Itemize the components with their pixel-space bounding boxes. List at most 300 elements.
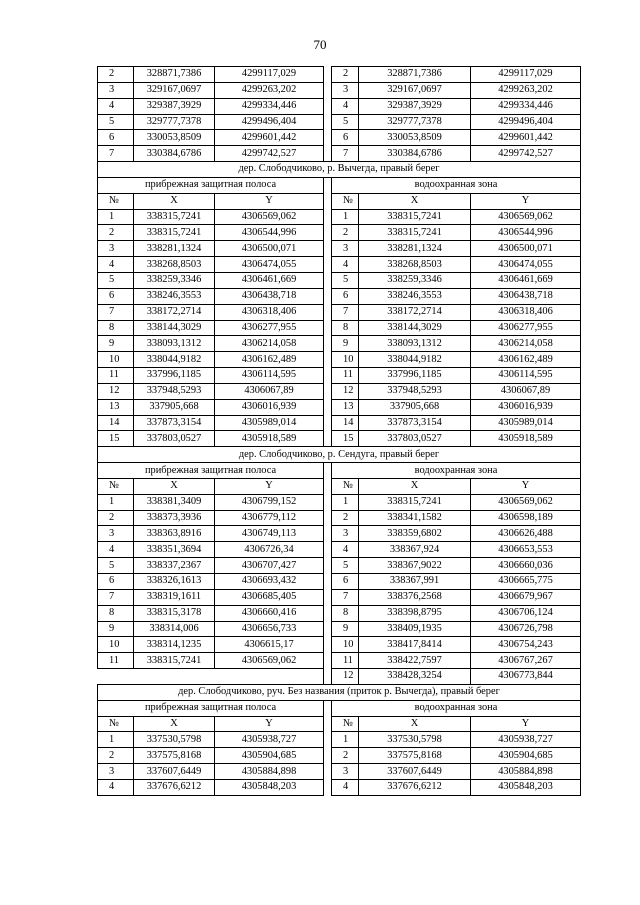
column-header: Y: [471, 478, 581, 494]
left-point-number: 7: [98, 146, 134, 162]
section-title: дер. Слободчиково, руч. Без названия (приток р. Вычегда), правый берег: [98, 684, 581, 700]
right-coord-y: 4305989,014: [471, 415, 581, 431]
right-coord-y: 4306665,775: [471, 574, 581, 590]
column-gap: [324, 764, 332, 780]
left-point-number: [98, 669, 134, 685]
left-coord-y: 4306438,718: [215, 288, 324, 304]
right-coord-y: 4306162,489: [471, 352, 581, 368]
table-row: [98, 82, 581, 98]
right-coord-x: 338172,2714: [359, 304, 471, 320]
right-point-number: 13: [332, 399, 359, 415]
column-gap: [324, 177, 332, 193]
right-point-number: 9: [332, 621, 359, 637]
page-number: 70: [313, 37, 327, 52]
left-coord-x: 338281,1324: [134, 241, 215, 257]
right-point-number: 2: [332, 225, 359, 241]
left-coord-y: [215, 669, 324, 685]
left-coord-x: 337803,0527: [134, 431, 215, 447]
right-coord-x: 338422,7597: [359, 653, 471, 669]
right-coord-x: 329777,7378: [359, 114, 471, 130]
right-coord-y: 4306277,955: [471, 320, 581, 336]
column-gap: [324, 67, 332, 83]
right-point-number: 5: [332, 114, 359, 130]
column-header-row: [98, 716, 581, 732]
right-coord-x: 338315,7241: [359, 209, 471, 225]
right-coord-y: 4299601,442: [471, 130, 581, 146]
right-point-number: 4: [332, 779, 359, 795]
left-coord-y: 4306569,062: [215, 653, 324, 669]
coordinates-table-body: [98, 67, 581, 796]
left-point-number: 13: [98, 399, 134, 415]
column-gap: [324, 225, 332, 241]
zone-right-label: водоохранная зона: [332, 463, 581, 479]
section-title-row: [98, 447, 581, 463]
right-coord-x: 338376,2568: [359, 589, 471, 605]
right-point-number: 3: [332, 82, 359, 98]
left-coord-y: 4305884,898: [215, 764, 324, 780]
column-header: №: [98, 193, 134, 209]
right-coord-x: 338268,8503: [359, 257, 471, 273]
column-gap: [324, 257, 332, 273]
column-header: X: [359, 193, 471, 209]
left-point-number: 3: [98, 82, 134, 98]
right-coord-x: 328871,7386: [359, 67, 471, 83]
left-point-number: 3: [98, 241, 134, 257]
column-gap: [324, 748, 332, 764]
table-row: [98, 114, 581, 130]
right-coord-y: 4305884,898: [471, 764, 581, 780]
zone-header-row: [98, 700, 581, 716]
table-row: [98, 748, 581, 764]
left-coord-y: 4306707,427: [215, 558, 324, 574]
column-gap: [324, 336, 332, 352]
right-coord-x: 337575,8168: [359, 748, 471, 764]
left-coord-x: 338093,1312: [134, 336, 215, 352]
left-coord-x: 338319,1611: [134, 589, 215, 605]
right-coord-y: 4306598,189: [471, 510, 581, 526]
right-coord-y: 4306016,939: [471, 399, 581, 415]
right-coord-y: 4299496,404: [471, 114, 581, 130]
left-point-number: 5: [98, 114, 134, 130]
right-point-number: 6: [332, 130, 359, 146]
left-coord-y: 4306318,406: [215, 304, 324, 320]
left-point-number: 3: [98, 764, 134, 780]
table-row: [98, 98, 581, 114]
right-coord-x: 338409,1935: [359, 621, 471, 637]
table-row: [98, 241, 581, 257]
left-coord-x: 337575,8168: [134, 748, 215, 764]
zone-header-row: [98, 463, 581, 479]
section-title: дер. Слободчиково, р. Вычегда, правый берег: [98, 162, 581, 178]
right-coord-x: 338417,8414: [359, 637, 471, 653]
left-coord-y: 4306799,152: [215, 494, 324, 510]
left-point-number: 15: [98, 431, 134, 447]
right-coord-x: 329387,3929: [359, 98, 471, 114]
column-header: X: [359, 478, 471, 494]
left-coord-y: 4305904,685: [215, 748, 324, 764]
column-gap: [324, 653, 332, 669]
column-gap: [324, 304, 332, 320]
section-title-row: [98, 162, 581, 178]
left-coord-y: 4306500,071: [215, 241, 324, 257]
right-coord-x: 337607,6449: [359, 764, 471, 780]
column-gap: [324, 605, 332, 621]
right-coord-y: 4306569,062: [471, 209, 581, 225]
left-coord-x: 338373,3936: [134, 510, 215, 526]
left-coord-x: 338246,3553: [134, 288, 215, 304]
column-gap: [324, 779, 332, 795]
zone-right-label: водоохранная зона: [332, 700, 581, 716]
left-coord-x: 337948,5293: [134, 383, 215, 399]
table-row: [98, 383, 581, 399]
column-gap: [324, 637, 332, 653]
right-coord-y: 4305918,589: [471, 431, 581, 447]
table-row: [98, 352, 581, 368]
left-coord-y: 4306544,996: [215, 225, 324, 241]
right-coord-x: 338246,3553: [359, 288, 471, 304]
left-coord-x: 338351,3694: [134, 542, 215, 558]
table-row: [98, 510, 581, 526]
column-gap: [324, 431, 332, 447]
table-row: [98, 368, 581, 384]
right-point-number: 4: [332, 257, 359, 273]
zone-left-label: прибрежная защитная полоса: [98, 177, 324, 193]
left-point-number: 7: [98, 589, 134, 605]
left-point-number: 1: [98, 209, 134, 225]
left-coord-y: 4299117,029: [215, 67, 324, 83]
section-title: дер. Слободчиково, р. Сендуга, правый берег: [98, 447, 581, 463]
right-coord-x: 338359,6802: [359, 526, 471, 542]
right-coord-y: 4306706,124: [471, 605, 581, 621]
left-point-number: 14: [98, 415, 134, 431]
left-coord-y: 4306114,595: [215, 368, 324, 384]
right-point-number: 3: [332, 526, 359, 542]
right-coord-x: 338093,1312: [359, 336, 471, 352]
column-header: X: [134, 478, 215, 494]
left-coord-x: 338315,3178: [134, 605, 215, 621]
left-point-number: 4: [98, 257, 134, 273]
column-header-row: [98, 193, 581, 209]
column-header: №: [98, 478, 134, 494]
left-point-number: 3: [98, 526, 134, 542]
left-point-number: 6: [98, 130, 134, 146]
right-coord-y: 4299117,029: [471, 67, 581, 83]
right-coord-x: 337676,6212: [359, 779, 471, 795]
coordinates-table: [97, 66, 581, 796]
column-header-row: [98, 478, 581, 494]
column-header: X: [134, 193, 215, 209]
table-row: [98, 67, 581, 83]
right-point-number: 11: [332, 368, 359, 384]
table-row: [98, 574, 581, 590]
right-point-number: 7: [332, 146, 359, 162]
column-gap: [324, 98, 332, 114]
left-coord-y: 4306749,113: [215, 526, 324, 542]
table-row: [98, 431, 581, 447]
left-coord-y: 4306162,489: [215, 352, 324, 368]
left-point-number: 12: [98, 383, 134, 399]
right-coord-y: 4305904,685: [471, 748, 581, 764]
right-point-number: 1: [332, 732, 359, 748]
table-row: [98, 320, 581, 336]
column-gap: [324, 130, 332, 146]
right-coord-x: 337873,3154: [359, 415, 471, 431]
right-coord-x: 330053,8509: [359, 130, 471, 146]
column-header: X: [134, 716, 215, 732]
right-coord-x: 337905,668: [359, 399, 471, 415]
table-row: [98, 732, 581, 748]
column-gap: [324, 352, 332, 368]
right-coord-y: 4306474,055: [471, 257, 581, 273]
left-coord-y: 4306569,062: [215, 209, 324, 225]
left-coord-x: 330053,8509: [134, 130, 215, 146]
right-coord-x: 337948,5293: [359, 383, 471, 399]
right-coord-y: 4306067,89: [471, 383, 581, 399]
right-point-number: 2: [332, 748, 359, 764]
table-row: [98, 653, 581, 669]
right-coord-y: 4299334,446: [471, 98, 581, 114]
left-point-number: 1: [98, 494, 134, 510]
column-gap: [324, 478, 332, 494]
table-row: [98, 542, 581, 558]
left-coord-y: 4299263,202: [215, 82, 324, 98]
column-gap: [324, 589, 332, 605]
right-coord-x: 338144,3029: [359, 320, 471, 336]
left-coord-y: 4299334,446: [215, 98, 324, 114]
column-header: Y: [215, 193, 324, 209]
left-point-number: 5: [98, 272, 134, 288]
right-coord-x: 329167,0697: [359, 82, 471, 98]
right-coord-y: 4306660,036: [471, 558, 581, 574]
left-coord-y: 4306461,669: [215, 272, 324, 288]
column-header: №: [332, 478, 359, 494]
left-point-number: 7: [98, 304, 134, 320]
left-point-number: 2: [98, 748, 134, 764]
left-coord-x: 337676,6212: [134, 779, 215, 795]
right-coord-y: 4305848,203: [471, 779, 581, 795]
column-gap: [324, 193, 332, 209]
left-coord-y: 4306726,34: [215, 542, 324, 558]
right-coord-y: 4306318,406: [471, 304, 581, 320]
right-point-number: 10: [332, 637, 359, 653]
right-coord-x: 337996,1185: [359, 368, 471, 384]
left-point-number: 11: [98, 653, 134, 669]
right-coord-y: 4306500,071: [471, 241, 581, 257]
table-row: [98, 336, 581, 352]
column-header: №: [98, 716, 134, 732]
right-point-number: 8: [332, 320, 359, 336]
left-coord-x: 337996,1185: [134, 368, 215, 384]
table-row: [98, 621, 581, 637]
right-point-number: 12: [332, 669, 359, 685]
table-row: [98, 669, 581, 685]
section-title-row: [98, 684, 581, 700]
table-row: [98, 272, 581, 288]
right-coord-y: 4306438,718: [471, 288, 581, 304]
right-point-number: 2: [332, 67, 359, 83]
left-point-number: 4: [98, 779, 134, 795]
right-coord-x: 338281,1324: [359, 241, 471, 257]
column-gap: [324, 368, 332, 384]
left-point-number: 9: [98, 336, 134, 352]
column-gap: [324, 716, 332, 732]
left-coord-y: 4306693,432: [215, 574, 324, 590]
column-gap: [324, 288, 332, 304]
column-gap: [324, 621, 332, 637]
left-coord-y: 4306016,939: [215, 399, 324, 415]
right-coord-y: 4299263,202: [471, 82, 581, 98]
right-coord-y: 4306754,243: [471, 637, 581, 653]
right-point-number: 9: [332, 336, 359, 352]
left-coord-x: 329777,7378: [134, 114, 215, 130]
column-header: Y: [215, 716, 324, 732]
column-gap: [324, 494, 332, 510]
right-coord-y: 4306773,844: [471, 669, 581, 685]
table-row: [98, 288, 581, 304]
table-row: [98, 146, 581, 162]
left-coord-x: 338326,1613: [134, 574, 215, 590]
left-coord-y: 4306214,058: [215, 336, 324, 352]
left-coord-y: 4306474,055: [215, 257, 324, 273]
left-coord-x: 338314,006: [134, 621, 215, 637]
right-coord-x: 338428,3254: [359, 669, 471, 685]
right-point-number: 14: [332, 415, 359, 431]
right-coord-x: 338315,7241: [359, 225, 471, 241]
right-coord-x: 337803,0527: [359, 431, 471, 447]
column-gap: [324, 463, 332, 479]
left-coord-y: 4299496,404: [215, 114, 324, 130]
left-coord-x: 338381,3409: [134, 494, 215, 510]
column-header: X: [359, 716, 471, 732]
left-point-number: 4: [98, 542, 134, 558]
left-coord-y: 4306277,955: [215, 320, 324, 336]
left-coord-x: 338044,9182: [134, 352, 215, 368]
left-coord-x: 338268,8503: [134, 257, 215, 273]
zone-right-label: водоохранная зона: [332, 177, 581, 193]
left-coord-x: 338144,3029: [134, 320, 215, 336]
left-coord-x: 329387,3929: [134, 98, 215, 114]
right-point-number: 4: [332, 98, 359, 114]
column-gap: [324, 272, 332, 288]
column-header: Y: [471, 193, 581, 209]
left-point-number: 4: [98, 98, 134, 114]
right-coord-x: 338044,9182: [359, 352, 471, 368]
table-row: [98, 225, 581, 241]
table-row: [98, 415, 581, 431]
left-point-number: 6: [98, 574, 134, 590]
left-point-number: 10: [98, 637, 134, 653]
right-coord-y: 4306114,595: [471, 368, 581, 384]
column-gap: [324, 209, 332, 225]
column-gap: [324, 510, 332, 526]
right-point-number: 15: [332, 431, 359, 447]
column-gap: [324, 320, 332, 336]
table-row: [98, 558, 581, 574]
column-gap: [324, 415, 332, 431]
right-coord-y: 4306214,058: [471, 336, 581, 352]
right-point-number: 6: [332, 574, 359, 590]
table-row: [98, 257, 581, 273]
right-point-number: 5: [332, 272, 359, 288]
left-coord-y: 4306660,416: [215, 605, 324, 621]
left-coord-x: 338314,1235: [134, 637, 215, 653]
column-gap: [324, 82, 332, 98]
column-gap: [324, 700, 332, 716]
left-point-number: 1: [98, 732, 134, 748]
right-coord-y: 4306626,488: [471, 526, 581, 542]
left-coord-y: 4306779,112: [215, 510, 324, 526]
table-row: [98, 304, 581, 320]
right-point-number: 10: [332, 352, 359, 368]
left-point-number: 2: [98, 67, 134, 83]
table-row: [98, 764, 581, 780]
left-coord-x: 337905,668: [134, 399, 215, 415]
right-coord-y: 4306569,062: [471, 494, 581, 510]
right-point-number: 8: [332, 605, 359, 621]
left-coord-x: 337530,5798: [134, 732, 215, 748]
column-gap: [324, 542, 332, 558]
left-coord-y: 4305989,014: [215, 415, 324, 431]
column-header: Y: [471, 716, 581, 732]
column-gap: [324, 114, 332, 130]
right-point-number: 1: [332, 494, 359, 510]
zone-left-label: прибрежная защитная полоса: [98, 700, 324, 716]
right-coord-x: 338341,1582: [359, 510, 471, 526]
right-point-number: 6: [332, 288, 359, 304]
right-coord-y: 4306653,553: [471, 542, 581, 558]
left-coord-y: 4305848,203: [215, 779, 324, 795]
left-point-number: 10: [98, 352, 134, 368]
right-coord-x: 338315,7241: [359, 494, 471, 510]
left-coord-y: 4305918,589: [215, 431, 324, 447]
left-point-number: 2: [98, 510, 134, 526]
column-header: №: [332, 716, 359, 732]
table-row: [98, 637, 581, 653]
left-coord-y: 4306615,17: [215, 637, 324, 653]
right-point-number: 2: [332, 510, 359, 526]
right-coord-y: 4306726,798: [471, 621, 581, 637]
left-coord-y: 4299742,527: [215, 146, 324, 162]
left-coord-y: 4305938,727: [215, 732, 324, 748]
left-coord-x: 338337,2367: [134, 558, 215, 574]
zone-header-row: [98, 177, 581, 193]
left-coord-x: 338315,7241: [134, 209, 215, 225]
column-gap: [324, 558, 332, 574]
left-coord-x: 328871,7386: [134, 67, 215, 83]
left-point-number: 9: [98, 621, 134, 637]
right-coord-x: 338259,3346: [359, 272, 471, 288]
right-coord-y: 4299742,527: [471, 146, 581, 162]
right-coord-y: 4306461,669: [471, 272, 581, 288]
right-coord-x: 338367,9022: [359, 558, 471, 574]
right-point-number: 4: [332, 542, 359, 558]
left-point-number: 11: [98, 368, 134, 384]
column-gap: [324, 383, 332, 399]
right-coord-x: 338367,991: [359, 574, 471, 590]
table-row: [98, 605, 581, 621]
table-row: [98, 589, 581, 605]
left-point-number: 8: [98, 605, 134, 621]
column-gap: [324, 526, 332, 542]
table-row: [98, 130, 581, 146]
right-point-number: 7: [332, 304, 359, 320]
table-row: [98, 399, 581, 415]
table-row: [98, 779, 581, 795]
right-coord-y: 4305938,727: [471, 732, 581, 748]
left-coord-x: 337873,3154: [134, 415, 215, 431]
left-point-number: 8: [98, 320, 134, 336]
left-coord-x: 338315,7241: [134, 653, 215, 669]
